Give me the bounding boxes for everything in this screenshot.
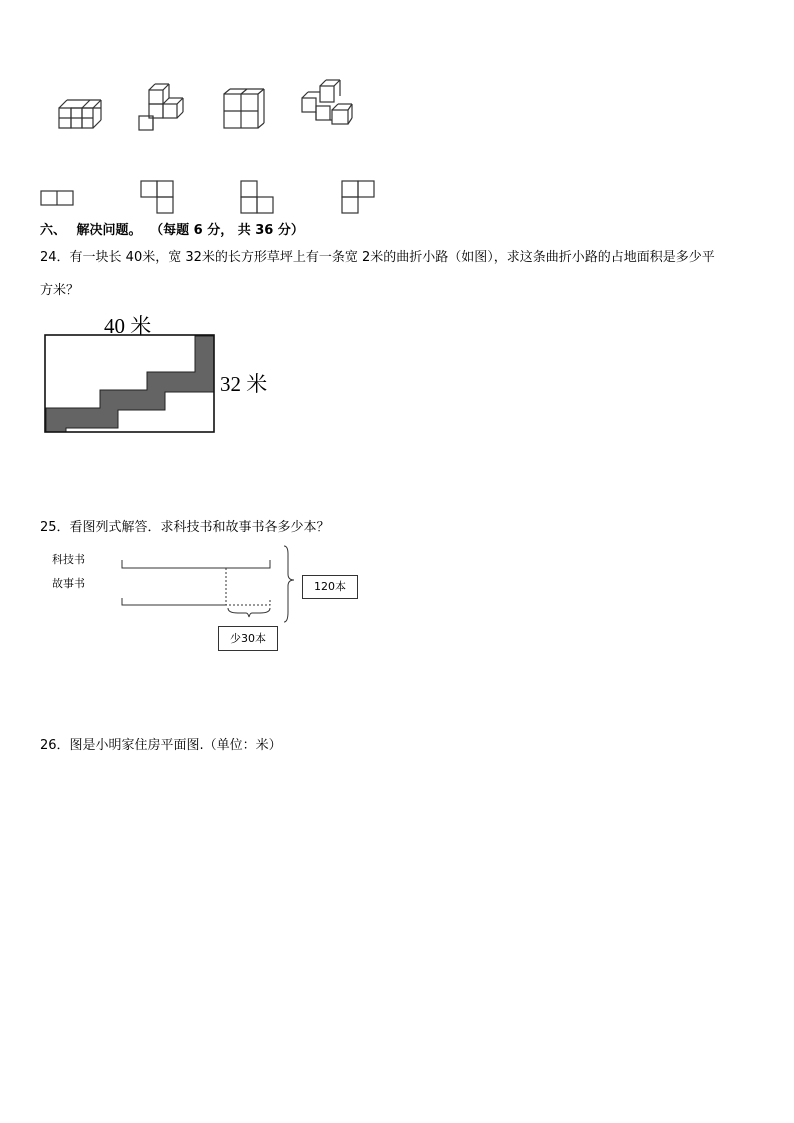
q24-text-line1: 24．有一块长 40米，宽 32米的长方形草坪上有一条宽 2米的曲折小路（如图），求这条曲折小路的占地面积是多少平: [40, 250, 715, 265]
cube-figure-1: [56, 94, 106, 130]
cube-figure-2: [137, 82, 187, 132]
section-heading: [40, 222, 304, 240]
q25-bar-diagram: [118, 544, 298, 624]
q25-label-story: 故事书: [52, 577, 85, 590]
q25-difference-brace: [228, 608, 270, 617]
cube-figure-3: [222, 88, 268, 130]
q26-text: 26．图是小明家住房平面图.（单位：米）: [40, 738, 282, 753]
q25-science-bar: [122, 560, 270, 568]
q25-total-brace: [284, 546, 294, 622]
q25-text: 25．看图列式解答．求科技书和故事书各多少本？: [40, 520, 330, 535]
view-shape-2: [140, 180, 176, 216]
view-shape-1: [40, 190, 76, 206]
view-shape-4: [341, 180, 377, 216]
q25-difference-dashed: [226, 568, 270, 605]
q24-zigzag-path: [46, 336, 214, 432]
q25-label-science: 科技书: [52, 553, 85, 566]
section-number: 六、: [40, 223, 67, 238]
q25-story-bar: [122, 598, 226, 605]
q25-difference-label: 少30本: [230, 632, 266, 645]
q25-total-label: 120本: [314, 580, 346, 593]
section-title: 解决问题。: [76, 223, 142, 238]
q25-difference-box: [218, 626, 278, 651]
q24-length-label: 40 米: [104, 314, 152, 338]
cube-figure-4: [300, 78, 354, 132]
q24-text-line2: 方米？: [40, 283, 80, 298]
section-score: （每题 6 分， 共 36 分）: [150, 223, 304, 238]
q25-total-box: [302, 575, 358, 599]
q24-width-label: 32 米: [220, 372, 268, 396]
q24-lawn-diagram: [44, 334, 216, 434]
view-shape-3: [240, 180, 276, 216]
